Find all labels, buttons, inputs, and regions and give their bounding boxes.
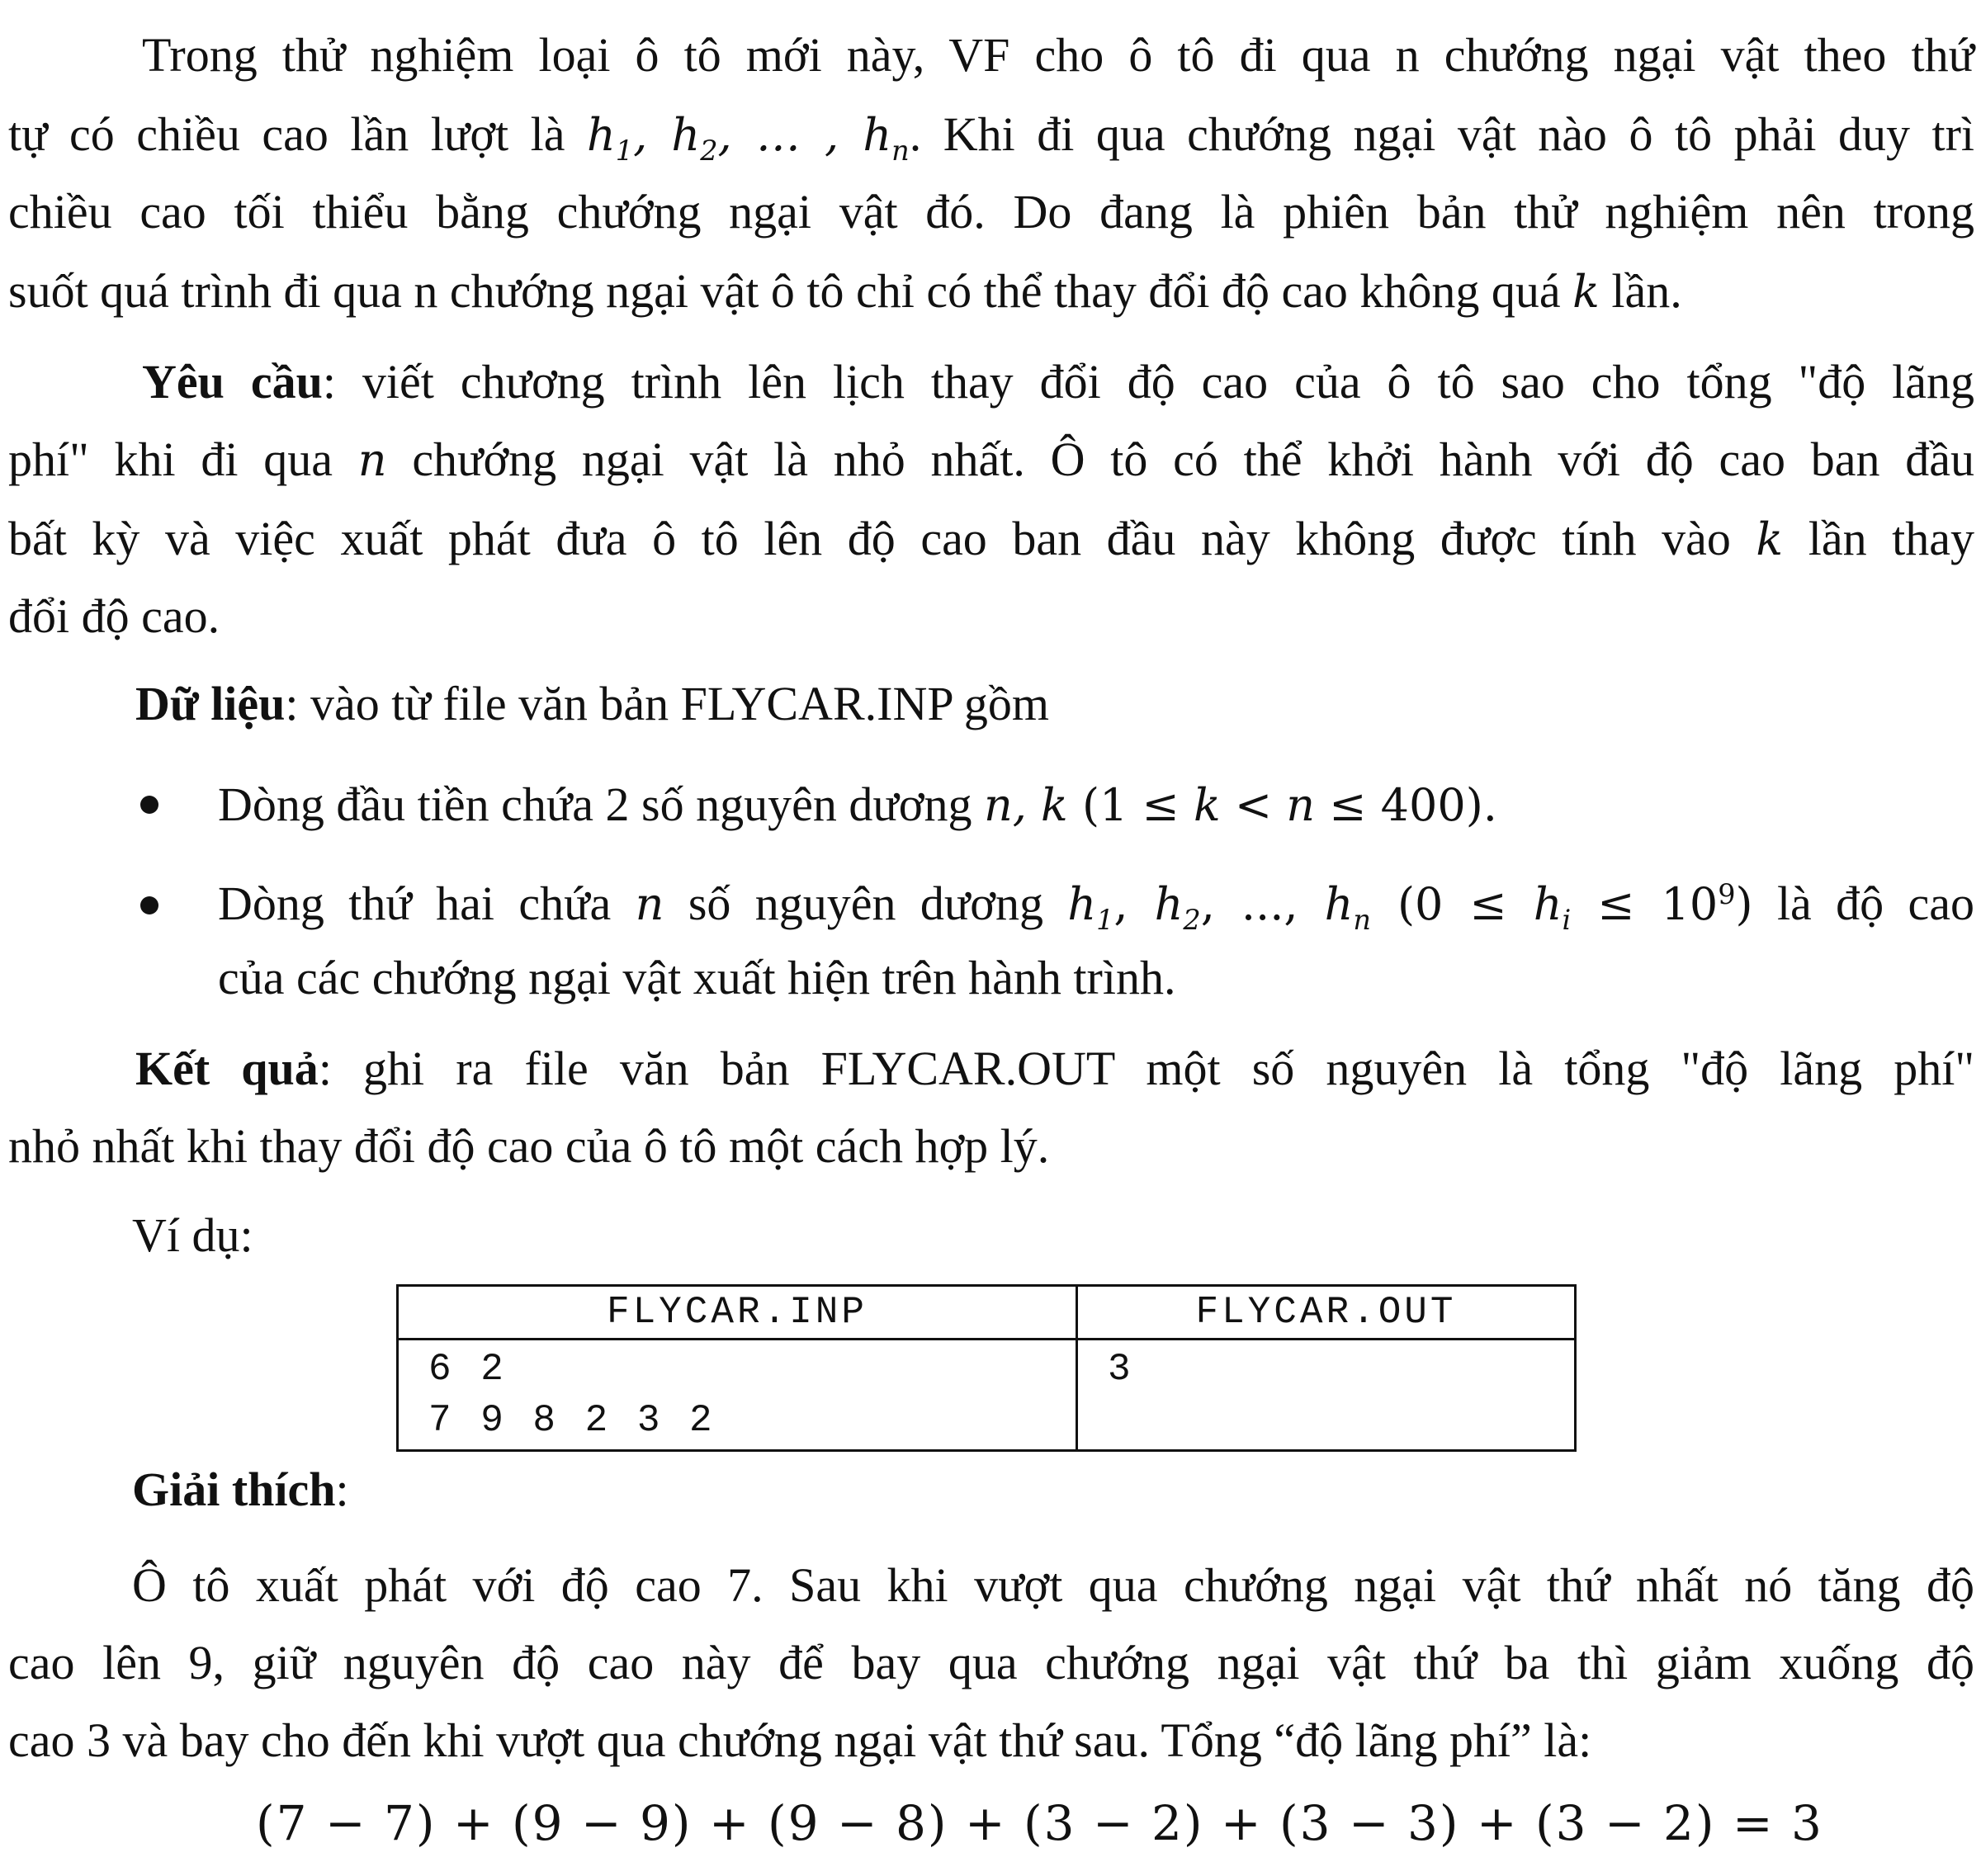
bullet2-text-c: là độ cao [1752,877,1975,930]
requirement-line-3 [8,510,1974,569]
n-math: n [635,878,664,930]
h-list-math: $h_1$ [1067,878,1114,936]
output-cell [1077,1340,1576,1451]
bullet1-text: Dòng đầu tiền chứa 2 số nguyên dương [218,777,984,831]
explanation-heading [132,1461,957,1519]
col-header-output: FLYCAR.OUT [1077,1286,1576,1340]
explanation-line-3 [8,1712,1974,1770]
n-math: n [357,434,387,486]
p1-line3-text: chiều cao tối thiểu bằng chướng ngại vật đó. Do đang là phiên bản thử nghiệm nên trong [8,185,1974,239]
requirement-line-2 [8,431,1974,489]
requirement-line2-text-b: chướng ngại vật là nhỏ nhất. Ô tô có thể khởi hành với độ cao ban đầu [386,432,1975,486]
p1-line1-text: Trong thử nghiệm loại ô tô mới này, VF cho ô tô đi qua n chướng ngại vật theo thứ [142,28,1974,82]
explanation-line-2 [8,1634,1974,1692]
output-label: Kết quả [135,1042,319,1095]
paragraph-1-line-4 [8,262,1974,321]
input-line-1: 6 2 [428,1348,507,1391]
requirement-line-1 [142,353,1974,411]
k-math: k [1572,266,1600,318]
col-header-input: FLYCAR.INP [398,1286,1077,1340]
bullet2-text-a: Dòng thứ hai chứa [218,877,636,930]
paragraph-1-line-3 [8,183,1974,241]
p1-line2-text-b: . Khi đi qua chướng ngại vật nào ô tô phải duy trì [909,107,1974,161]
requirement-line3-text-b: lần thay [1783,512,1974,565]
requirement-line2-text-a: phí" khi đi qua [8,432,358,486]
explanation-line1-text: Ô tô xuất phát với độ cao 7. Sau khi vượt qua chướng ngại vật thứ nhất nó tăng độ [132,1558,1974,1612]
input-heading [135,675,1974,733]
requirement-line1-text: : viết chương trình lên lịch thay đổi độ cao của ô tô sao cho tổng "độ lãng [322,355,1975,409]
k-math: k [1756,513,1784,565]
output-line2-text: nhỏ nhất khi thay đổi độ cao của ô tô một cách hợp lý. [8,1119,1050,1173]
h-sequence-math: $h_1$, $h_2$, … , $h_n$ [587,109,910,167]
requirement-line3-text-a: bất kỳ và việc xuất phát đưa ô tô lên độ cao ban đầu này không được tính vào [8,512,1756,565]
requirement-line-4 [8,588,1974,645]
input-cell [398,1340,1077,1451]
bullet-dot-2 [140,896,158,914]
example-table-row [398,1340,1576,1451]
input-bullet-2-line-1: Dòng thứ hai chứa n số nguyên dương $h_1$, $h_2$, ..., $h_n$ $(0 \le h_i \le 10^9)$ là độ cao [218,877,1975,936]
input-bullet-2-line-2 [218,949,1974,1007]
bullet2-text-d: của các chướng ngại vật xuất hiện trên hành trình. [218,951,1176,1004]
input-label: Dữ liệu [135,677,286,730]
requirement-label: Yêu cầu [142,355,323,409]
explanation-line3-text: cao 3 và bay cho đến khi vượt qua chướng ngại vật thứ sau. Tổng “độ lãng phí” là: [8,1713,1592,1767]
input-bullet-1 [218,776,1974,834]
nk-constraint-math: (1 ≤ k < n ≤ 400). [1067,779,1497,831]
example-label-text: Ví dụ: [132,1208,253,1262]
output-line1-text: : ghi ra file văn bản FLYCAR.OUT một số nguyên là tổng "độ lãng phí" [318,1042,1975,1095]
paragraph-1-line-2 [8,106,1974,167]
input-line-2: 7 9 8 2 3 2 [428,1399,716,1442]
explanation-label: Giải thích [132,1463,336,1516]
requirement-line4-text: đổi độ cao. [8,589,220,643]
example-table-header-row [398,1286,1576,1340]
output-line-2 [8,1118,1974,1175]
p1-line4-text-a: suốt quá trình đi qua n chướng ngại vật ô tô chỉ có thể thay đổi độ cao không quá [8,264,1573,318]
p1-line2-text-a: tự có chiều cao lần lượt là [8,107,587,161]
bullet2-text-b: số nguyên dương [664,877,1068,930]
output-line-1 [135,1040,1974,1098]
example-table [396,1284,1577,1452]
input-text: : vào từ file văn bản FLYCAR.INP gồm [285,677,1050,730]
explanation-line-1 [132,1557,1974,1614]
bullet-dot-1 [140,796,158,814]
example-label [132,1207,627,1264]
explanation-colon: : [335,1463,349,1516]
output-line: 3 [1108,1348,1134,1391]
h-constraint-math: $(0 \le h_i \le 10^9)$ [1370,878,1753,936]
p1-line4-text-b: lần. [1599,264,1682,318]
explanation-line2-text: cao lên 9, giữ nguyên độ cao này để bay qua chướng ngại vật thứ ba thì giảm xuống độ [8,1636,1974,1689]
paragraph-1-line-1 [142,26,1974,84]
nk-math: n, k [983,779,1068,831]
waste-formula: (7 − 7) + (9 − 9) + (9 − 8) + (3 − 2) + (3 − 3) + (3 − 2) = 3 [256,1795,1823,1851]
